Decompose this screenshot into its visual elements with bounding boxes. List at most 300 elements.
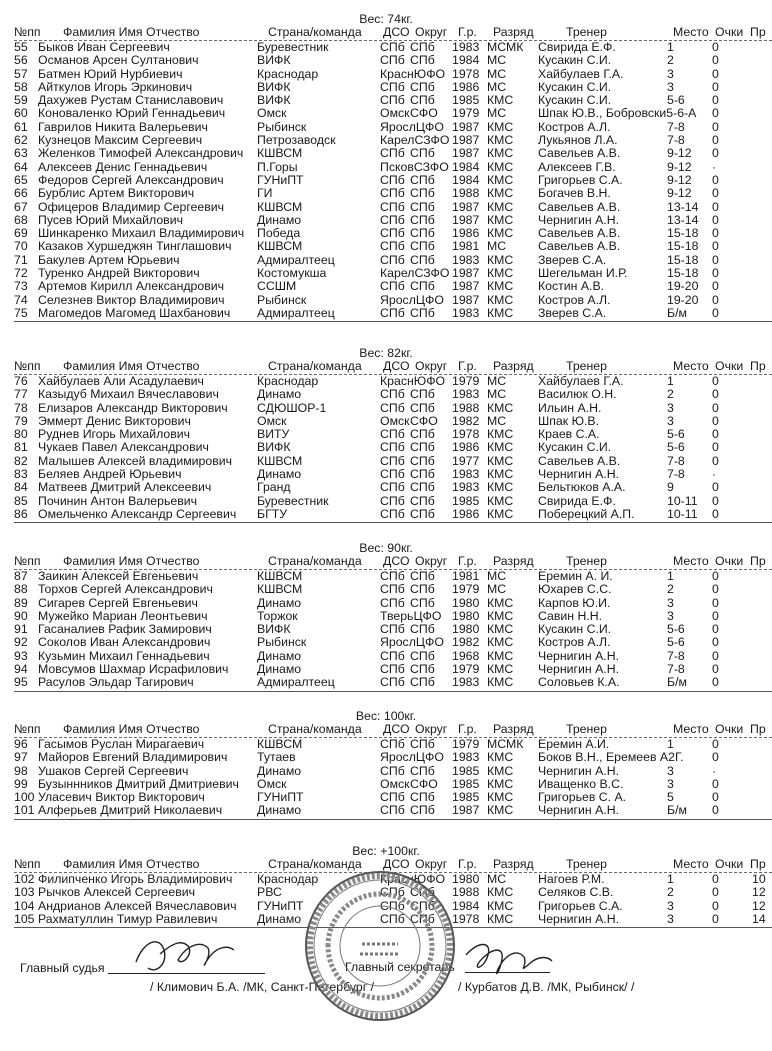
cell-rank: КМС [487,172,514,187]
cell-team: ВИФК [257,79,291,94]
cell-place: 2 [667,53,674,68]
cell-coach: Григорьев С.А. [538,898,623,913]
cell-team: Омск [257,106,287,121]
cell-team: Адмиралтеец [257,252,335,267]
column-header-coach: Тренер [566,722,607,736]
cell-name: Филипченко Игорь Владимирович [38,872,233,886]
cell-num: 97 [14,750,28,765]
cell-name: Рахматуллин Тимур Равилевич [38,911,218,926]
cell-coach: Василюк О.Н. [538,387,617,402]
cell-year: 1986 [452,226,480,241]
column-header-coach: Тренер [566,25,607,39]
cell-dso: СПб [380,53,405,68]
cell-name: Кузьмин Михаил Геннадьевич [38,648,210,663]
cell-points: 0 [712,750,719,765]
cell-points: 0 [712,172,719,187]
column-header-year: Г.р. [458,25,477,39]
cell-place: Б/м [667,803,687,818]
cell-year: 1988 [452,186,480,201]
cell-okrug: СПб [410,898,435,913]
cell-points: 0 [712,622,719,637]
cell-team: КШВСМ [257,239,303,254]
cell-year: 1984 [452,898,480,913]
cell-pr: 12 [752,898,766,913]
cell-points: 0 [712,648,719,663]
column-header-pr: Пр [750,359,766,373]
cell-team: Гранд [257,480,291,495]
cell-num: 72 [14,266,28,281]
cell-coach: Григорьев С. А. [538,790,627,805]
cell-team: Омск [257,776,287,791]
cell-num: 83 [14,467,28,482]
table-row [0,107,772,120]
cell-team: Тутаев [257,750,296,765]
cell-num: 78 [14,400,28,415]
cell-rank: КМС [487,453,514,468]
table-row [0,240,772,253]
cell-name: Расулов Эльдар Тагирович [38,675,194,690]
cell-dso: Омск [380,413,410,428]
cell-year: 1982 [452,635,480,650]
cell-points: 0 [712,582,719,597]
cell-year: 1980 [452,872,480,886]
cell-place: 1 [667,569,674,583]
cell-okrug: СПб [410,387,435,402]
cell-rank: КМС [487,622,514,637]
cell-coach: Кусакин С.И. [538,440,612,455]
cell-dso: СПб [380,186,405,201]
cell-name: Омельченко Александр Сергеевич [38,506,237,521]
cell-num: 84 [14,480,28,495]
cell-coach: Селяков С.В. [538,885,614,900]
table-row [0,481,772,494]
cell-dso: СПб [380,790,405,805]
column-header-dso: ДСО [383,722,410,736]
cell-coach: Шпак Ю.В. [538,413,600,428]
cell-num: 101 [14,803,35,818]
cell-dso: Омск [380,776,410,791]
cell-coach: Нагоев Р.М. [538,872,605,886]
table-row [0,81,772,94]
cell-points: 0 [712,635,719,650]
cell-num: 76 [14,374,28,388]
cell-points: 0 [712,776,719,791]
cell-year: 1981 [452,569,480,583]
cell-year: 1987 [452,803,480,818]
table-row [0,441,772,454]
cell-team: Адмиралтеец [257,305,335,320]
cell-name: Сигарев Сергей Евгеньевич [38,595,198,610]
cell-team: ГУНиПТ [257,172,304,187]
cell-name: Федоров Сергей Александрович [38,172,224,187]
table-row [0,751,772,764]
cell-coach: Соловьев К.А. [538,675,620,690]
column-header-name: Фамилия Имя Отчество [63,554,200,568]
cell-rank: МС [487,387,507,402]
cell-points: 0 [712,93,719,108]
cell-place: 3 [667,413,674,428]
cell-place: 5-6 [667,93,685,108]
cell-points: 0 [712,53,719,68]
cell-place: 2 [667,582,674,597]
table-row [0,388,772,401]
cell-points: 0 [712,292,719,307]
cell-rank: МС [487,106,507,121]
column-header-year: Г.р. [458,554,477,568]
cell-rank: МС [487,569,507,583]
cell-coach: Алексеев Г.В. [538,159,616,174]
cell-coach: Чернигин А.Н. [538,803,620,818]
cell-points: 0 [712,493,719,508]
cell-points: 0 [712,106,719,121]
cell-name: Османов Арсен Султанович [38,53,199,68]
cell-team: Динамо [257,662,302,677]
cell-name: Дахужев Рустам Станиславович [38,93,224,108]
cell-year: 1983 [452,750,480,765]
cell-num: 91 [14,622,28,637]
cell-dso: КарелСЗФО [380,266,450,281]
cell-team: ВИФК [257,53,291,68]
cell-team: ВИФК [257,93,291,108]
cell-name: Мовсумов Шахмар Исрафилович [38,662,229,677]
cell-coach: Зверев С.А. [538,252,607,267]
table-row [0,307,772,320]
table-header-row [0,359,772,374]
cell-num: 87 [14,569,28,583]
cell-name: Малышев Алексей владимирович [38,453,233,468]
cell-points: 0 [712,199,719,214]
cell-year: 1984 [452,159,480,174]
cell-name: Починин Антон Валерьевич [38,493,198,508]
weight-category-block [0,12,772,327]
cell-rank: МС [487,79,507,94]
cell-team: ГИ [257,186,273,201]
cell-team: ГУНиПТ [257,790,304,805]
cell-place: 1 [667,40,674,54]
column-header-points: Очки [715,857,744,871]
cell-num: 68 [14,212,28,227]
cell-place: 3 [667,66,674,81]
column-header-points: Очки [715,359,744,373]
cell-year: 1980 [452,622,480,637]
cell-coach: Савельев А.В. [538,146,621,161]
table-row [0,583,772,596]
cell-num: 63 [14,146,28,161]
cell-rank: КМС [487,662,514,677]
cell-okrug: СПб [410,239,435,254]
cell-points: 0 [712,453,719,468]
cell-place: 19-20 [667,279,699,294]
cell-name: Кузнецов Максим Сергеевич [38,133,203,148]
table-row [0,765,772,778]
cell-coach: Свирида Е.Ф. [538,493,616,508]
cell-year: 1988 [452,400,480,415]
cell-okrug: СПб [410,400,435,415]
cell-place: 9-12 [667,186,692,201]
cell-points: 0 [712,506,719,521]
cell-okrug: СПб [410,569,435,583]
cell-name: Бурблис Артем Викторович [38,186,195,201]
cell-okrug: СФО [410,106,438,121]
cell-dso: ТверьЦФО [380,608,442,623]
table-header-row [0,554,772,569]
cell-year: 1984 [452,172,480,187]
cell-name: Туренко Андрей Викторович [38,266,200,281]
cell-points: 0 [712,790,719,805]
cell-coach: Костров А.Л. [538,292,611,307]
column-header-okrug: Округ [415,359,448,373]
cell-dso: СПб [380,199,405,214]
cell-dso: СПб [380,172,405,187]
table-header-row [0,722,772,737]
cell-rank: КМС [487,252,514,267]
table-row [0,54,772,67]
cell-place: 2 [667,387,674,402]
cell-okrug: СФО [410,776,438,791]
cell-num: 58 [14,79,28,94]
cell-rank: КМС [487,750,514,765]
cell-rank: КМС [487,133,514,148]
cell-dso: СПб [380,440,405,455]
cell-num: 55 [14,40,28,54]
table-row [0,676,772,689]
cell-okrug: СПб [410,506,435,521]
cell-points: 0 [712,133,719,148]
cell-rank: МС [487,413,507,428]
cell-name: Магомедов Магомед Шахбанович [38,305,231,320]
cell-year: 1981 [452,239,480,254]
cell-points: 0 [712,400,719,415]
cell-coach: Кусакин С.И. [538,79,612,94]
column-header-points: Очки [715,25,744,39]
cell-points: 0 [712,911,719,926]
cell-year: 1978 [452,427,480,442]
column-header-team: Страна/команда [268,554,362,568]
cell-coach: Костров А.Л. [538,635,611,650]
cell-rank: КМС [487,427,514,442]
table-row [0,41,772,54]
cell-team: Рыбинск [257,292,307,307]
weight-category-block [0,709,772,825]
cell-num: 82 [14,453,28,468]
cell-rank: КМС [487,292,514,307]
cell-rank: КМС [487,763,514,778]
cell-place: 15-18 [667,239,699,254]
cell-points: 0 [712,374,719,388]
cell-year: 1983 [452,480,480,495]
cell-year: 1983 [452,387,480,402]
cell-place: 5-6 [667,635,685,650]
section-bottom-rule [14,522,772,523]
column-header-name: Фамилия Имя Отчество [63,25,200,39]
cell-dso: СПб [380,763,405,778]
cell-place: 7-8 [667,119,685,134]
table-row [0,597,772,610]
cell-team: КШВСМ [257,199,303,214]
cell-place: 3 [667,79,674,94]
table-row [0,187,772,200]
cell-place: 5-6 [667,622,685,637]
column-header-place: Место [673,359,709,373]
table-row [0,428,772,441]
cell-coach: Чернигин А.Н. [538,648,620,663]
cell-team: Динамо [257,387,302,402]
cell-okrug: СПб [410,763,435,778]
cell-year: 1984 [452,53,480,68]
table-row [0,636,772,649]
cell-year: 1987 [452,119,480,134]
cell-team: Торжок [257,608,298,623]
cell-dso: СПб [380,493,405,508]
cell-year: 1983 [452,467,480,482]
cell-rank: КМС [487,803,514,818]
table-row [0,134,772,147]
cell-dso: СПб [380,675,405,690]
cell-coach: Савельев А.В. [538,453,621,468]
cell-dso: СПб [380,427,405,442]
cell-dso: СПб [380,737,405,751]
table-row [0,227,772,240]
cell-rank: КМС [487,305,514,320]
cell-place: 15-18 [667,226,699,241]
cell-team: Рыбинск [257,119,307,134]
cell-okrug: СПб [410,146,435,161]
weight-category-block [0,346,772,528]
cell-dso: СПб [380,93,405,108]
cell-dso: СПб [380,387,405,402]
cell-team: Краснодар [257,66,319,81]
cell-place: 3 [667,911,674,926]
cell-place: 5-6 [667,440,685,455]
cell-coach: Савельев А.В. [538,226,621,241]
cell-name: Эммерт Денис Викторович [38,413,191,428]
cell-team: КШВСМ [257,737,303,751]
column-header-okrug: Округ [415,857,448,871]
cell-name: Гасаналиев Рафик Замирович [38,622,212,637]
cell-pr: 14 [752,911,766,926]
participants-table [0,738,772,818]
cell-place: 5 [667,790,674,805]
cell-okrug: СПб [410,172,435,187]
cell-coach: Хайбулаев Г.А. [538,66,624,81]
table-header-row [0,25,772,40]
cell-okrug: СПб [410,493,435,508]
cell-year: 1986 [452,506,480,521]
cell-points: 0 [712,737,719,751]
cell-coach: Григорьев С.А. [538,172,623,187]
cell-num: 56 [14,53,28,68]
cell-coach: Свирида Е.Ф. [538,40,616,54]
cell-year: 1985 [452,776,480,791]
cell-dso: СПб [380,569,405,583]
cell-points: 0 [712,413,719,428]
cell-points: 0 [712,898,719,913]
cell-year: 1987 [452,199,480,214]
cell-name: Руднев Игорь Михайлович [38,427,191,442]
table-row [0,280,772,293]
cell-place: 7-8 [667,467,685,482]
cell-okrug: СПб [410,911,435,926]
cell-num: 90 [14,608,28,623]
table-row [0,147,772,160]
column-header-rank: Разряд [493,857,534,871]
column-header-points: Очки [715,722,744,736]
cell-num: 80 [14,427,28,442]
cell-rank: КМС [487,675,514,690]
table-row [0,650,772,663]
cell-team: Краснодар [257,872,319,886]
cell-place: 3 [667,608,674,623]
cell-okrug: СПб [410,79,435,94]
cell-place: 3 [667,763,674,778]
cell-points: 0 [712,608,719,623]
cell-coach: Костров А.Л. [538,119,611,134]
cell-coach: Шегельман И.Р. [538,266,628,281]
cell-year: 1983 [452,40,480,54]
cell-coach: Шпак Ю.В., Бобровски5-6-А [538,106,697,121]
cell-rank: МС [487,872,507,886]
cell-dso: СПб [380,239,405,254]
cell-rank: КМС [487,493,514,508]
cell-year: 1985 [452,493,480,508]
cell-year: 1979 [452,737,480,751]
cell-okrug: СПб [410,885,435,900]
table-row [0,174,772,187]
cell-okrug: СПб [410,427,435,442]
cell-team: Динамо [257,595,302,610]
column-header-coach: Тренер [566,857,607,871]
cell-okrug: СПб [410,737,435,751]
cell-coach: Зверев С.А. [538,305,607,320]
cell-okrug: СПб [410,53,435,68]
cell-team: Победа [257,226,301,241]
participants-table [0,570,772,690]
column-header-pr: Пр [750,554,766,568]
cell-rank: КМС [487,648,514,663]
cell-rank: МСМК [487,40,524,54]
cell-year: 1986 [452,440,480,455]
cell-points: 0 [712,226,719,241]
column-header-dso: ДСО [383,554,410,568]
section-bottom-rule [14,819,772,820]
column-header-rank: Разряд [493,722,534,736]
cell-name: Ушаков Сергей Сергеевич [38,763,189,778]
cell-num: 104 [14,898,35,913]
table-row [0,570,772,583]
weight-class-title: Вес: +100кг. [352,844,420,858]
cell-year: 1980 [452,608,480,623]
cell-dso: СПб [380,40,405,54]
cell-num: 66 [14,186,28,201]
table-row [0,214,772,227]
column-header-place: Место [673,722,709,736]
cell-rank: КМС [487,226,514,241]
cell-num: 64 [14,159,28,174]
cell-place: 1 [667,872,674,886]
cell-coach: Лукьянов Л.А. [538,133,618,148]
cell-num: 79 [14,413,28,428]
cell-rank: КМС [487,93,514,108]
cell-team: ВИФК [257,622,291,637]
chief-judge-signature [130,932,240,982]
cell-num: 69 [14,226,28,241]
cell-okrug: СПб [410,305,435,320]
participants-table [0,375,772,521]
cell-coach: Еремин А.И. [538,737,610,751]
table-row [0,294,772,307]
cell-rank: КМС [487,776,514,791]
section-bottom-rule [14,321,772,322]
